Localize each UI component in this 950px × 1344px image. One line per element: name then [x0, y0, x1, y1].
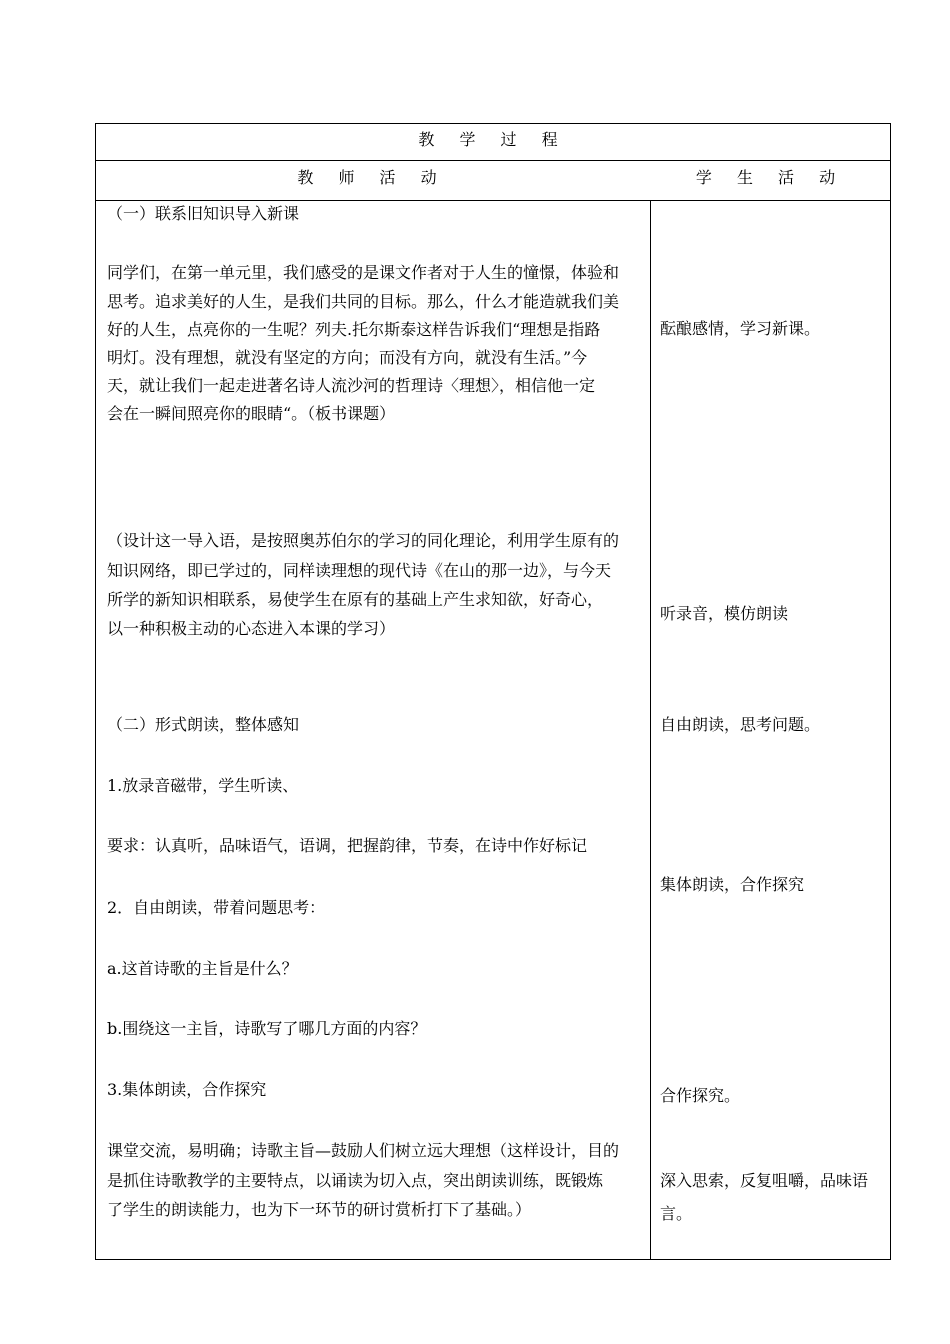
student-activity: 酝酿感情，学习新课。 [660, 319, 821, 338]
list-item: 3.集体朗读，合作探究 [107, 1080, 267, 1099]
list-item: 要求：认真听，品味语气，语调，把握韵律，节奏，在诗中作好标记 [107, 836, 588, 855]
section-heading: （二）形式朗读，整体感知 [107, 715, 300, 734]
student-activity: 合作探究。 [660, 1086, 741, 1105]
student-activity: 听录音，模仿朗读 [660, 604, 789, 623]
list-item: 1.放录音磁带，学生听读、 [107, 776, 299, 795]
section-heading: （一）联系旧知识导入新课 [107, 204, 300, 223]
student-activity: 深入思索，反复咀嚼，品味语 言。 [660, 1171, 869, 1223]
student-activity: 集体朗读，合作探究 [660, 875, 805, 894]
design-note-paragraph: （设计这一导入语，是按照奥苏伯尔的学习的同化理论，利用学生原有的 知识网络，即已学过的，同样读理想的现代诗《在山的那一边》，与今天 所学的新知识相联系，易使学生在原有的基础上产生求知欲，好奇心， 以一种积极主动的心态进入本课的学习） [107, 531, 620, 638]
list-item: 2．自由朗读，带着问题思考： [107, 898, 326, 917]
student-activity: 自由朗读，思考问题。 [660, 715, 821, 734]
discussion-paragraph: 课堂交流，易明确；诗歌主旨—鼓励人们树立远大理想（这样设计，目的 是抓住诗歌教学的主要特点，以诵读为切入点，突出朗读训练，既锻炼 了学生的朗读能力，也为下一环节的研讨赏析打下了基础。） [107, 1141, 620, 1219]
intro-paragraph: 同学们，在第一单元里，我们感受的是课文作者对于人生的憧憬，体验和 思考。追求美好的人生，是我们共同的目标。那么，什么才能造就我们美 好的人生，点亮你的一生呢？列夫.托尔斯泰这样告诉我们“理想是指路 明灯。没有理想，就没有坚定的方向；而没有方向，就没有生活。”今 天，就让我们一起走进著名诗人流沙河的哲理诗〈理想〉，相信他一定 会在一瞬间照亮你的眼睛“。（板书课题） [107, 263, 620, 423]
teacher-column-header: 教 师 活 动 [297, 168, 447, 187]
column-divider [650, 201, 651, 1259]
question-item: a.这首诗歌的主旨是什么？ [107, 959, 298, 978]
table-title: 教 学 过 程 [418, 130, 568, 149]
table-divider [96, 160, 890, 161]
student-column-header: 学 生 活 动 [695, 168, 846, 187]
question-item: b.围绕这一主旨，诗歌写了哪几方面的内容？ [107, 1019, 427, 1038]
